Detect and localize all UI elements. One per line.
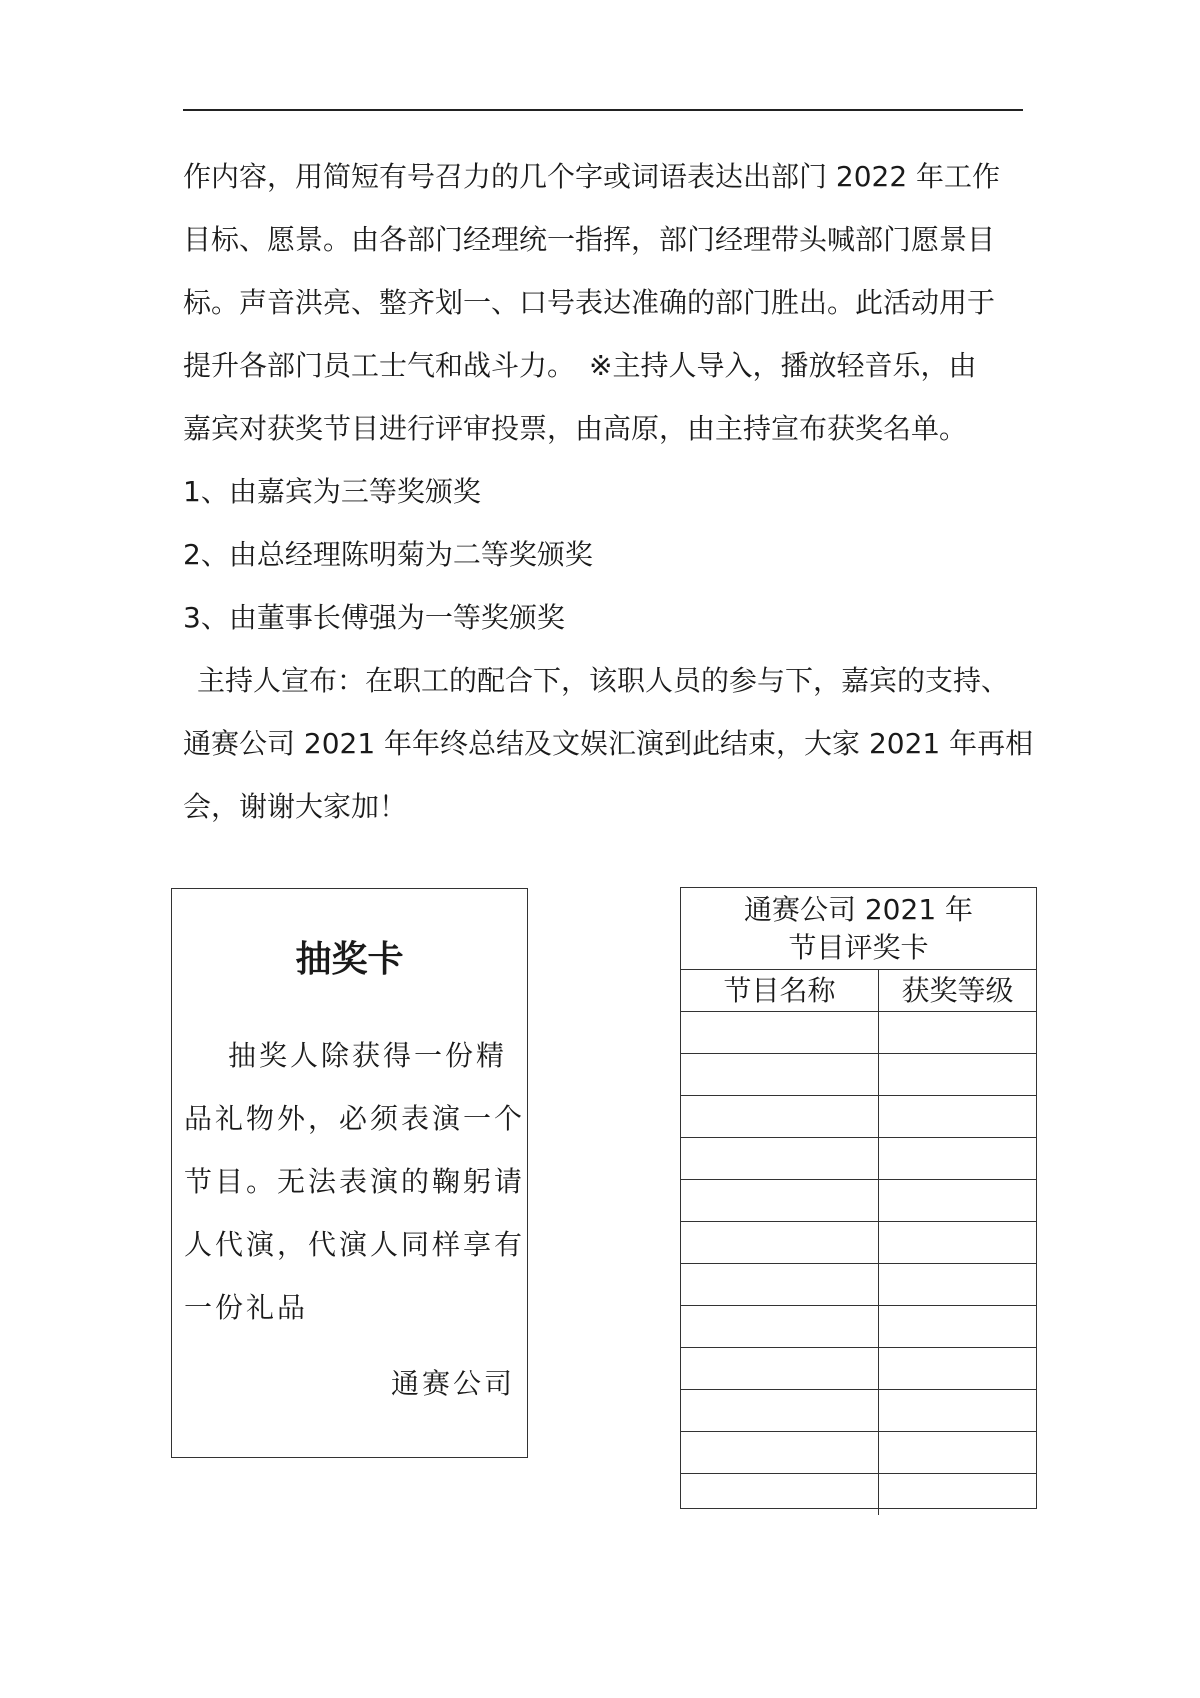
lottery-card <box>171 888 528 1458</box>
program-cell[interactable] <box>681 1096 879 1138</box>
level-cell[interactable] <box>879 1222 1037 1264</box>
closing-line: 主持人宣布：在职工的配合下，该职人员的参与下，嘉宾的支持、 <box>197 664 1010 697</box>
level-cell[interactable] <box>879 1432 1037 1474</box>
level-cell[interactable] <box>879 1054 1037 1096</box>
table-row <box>681 1474 1036 1516</box>
body-line: 嘉宾对获奖节目进行评审投票，由高原，由主持宣布获奖名单。 <box>183 412 968 445</box>
level-cell[interactable] <box>879 1096 1037 1138</box>
program-cell[interactable] <box>681 1222 879 1264</box>
body-line: 标。声音洪亮、整齐划一、口号表达准确的部门胜出。此活动用于 <box>183 286 996 319</box>
program-cell[interactable] <box>681 1474 879 1516</box>
program-cell[interactable] <box>681 1348 879 1390</box>
lottery-card-line: 人代演，代演人同样享有 <box>184 1228 526 1261</box>
table-row <box>681 1306 1036 1348</box>
award-table-header <box>681 970 1036 1012</box>
body-line: 提升各部门员工士气和战斗力。 ※主持人导入，播放轻音乐，由 <box>183 349 977 382</box>
lottery-card-line: 抽奖人除获得一份精 <box>228 1039 508 1072</box>
level-cell[interactable] <box>879 1012 1037 1054</box>
award-step-2: 2、由总经理陈明菊为二等奖颁奖 <box>183 538 593 571</box>
program-cell[interactable] <box>681 1138 879 1180</box>
body-line: 作内容，用简短有号召力的几个字或词语表达出部门 2022 年工作 <box>183 160 1001 193</box>
closing-line: 通赛公司 2021 年年终总结及文娱汇演到此结束，大家 2021 年再相 <box>183 727 1034 760</box>
level-cell[interactable] <box>879 1180 1037 1222</box>
award-card <box>680 887 1037 1509</box>
column-header-program: 节目名称 <box>681 970 879 1012</box>
column-header-level: 获奖等级 <box>879 970 1037 1012</box>
header-rule <box>183 109 1023 111</box>
award-card-title-line2: 节目评奖卡 <box>788 931 929 964</box>
lottery-card-line: 品礼物外，必须表演一个 <box>184 1102 526 1135</box>
table-row <box>681 1054 1036 1096</box>
lottery-card-signature: 通赛公司 <box>390 1367 515 1400</box>
level-cell[interactable] <box>879 1306 1037 1348</box>
lottery-card-line: 节目。无法表演的鞠躬请 <box>184 1165 526 1198</box>
program-cell[interactable] <box>681 1180 879 1222</box>
table-row <box>681 1012 1036 1054</box>
lottery-card-title: 抽奖卡 <box>295 939 404 980</box>
table-row <box>681 1348 1036 1390</box>
program-cell[interactable] <box>681 1264 879 1306</box>
table-row <box>681 1180 1036 1222</box>
award-step-1: 1、由嘉宾为三等奖颁奖 <box>183 475 481 508</box>
program-cell[interactable] <box>681 1054 879 1096</box>
table-row <box>681 1138 1036 1180</box>
award-table <box>681 970 1036 1515</box>
table-row <box>681 1432 1036 1474</box>
level-cell[interactable] <box>879 1348 1037 1390</box>
award-step-3: 3、由董事长傅强为一等奖颁奖 <box>183 601 565 634</box>
program-cell[interactable] <box>681 1012 879 1054</box>
program-cell[interactable] <box>681 1390 879 1432</box>
level-cell[interactable] <box>879 1138 1037 1180</box>
table-row <box>681 1264 1036 1306</box>
award-card-title-line1: 通赛公司 2021 年 <box>743 893 974 926</box>
table-row <box>681 1222 1036 1264</box>
body-text <box>183 145 1034 838</box>
level-cell[interactable] <box>879 1390 1037 1432</box>
level-cell[interactable] <box>879 1474 1037 1516</box>
lottery-card-line: 一份礼品 <box>184 1291 309 1324</box>
body-line: 目标、愿景。由各部门经理统一指挥，部门经理带头喊部门愿景目 <box>183 223 996 256</box>
level-cell[interactable] <box>879 1264 1037 1306</box>
program-cell[interactable] <box>681 1432 879 1474</box>
table-row <box>681 1390 1036 1432</box>
program-cell[interactable] <box>681 1306 879 1348</box>
award-card-title <box>681 888 1036 970</box>
lottery-card-text <box>184 1024 526 1339</box>
closing-line: 会，谢谢大家加！ <box>183 790 408 823</box>
table-row <box>681 1096 1036 1138</box>
